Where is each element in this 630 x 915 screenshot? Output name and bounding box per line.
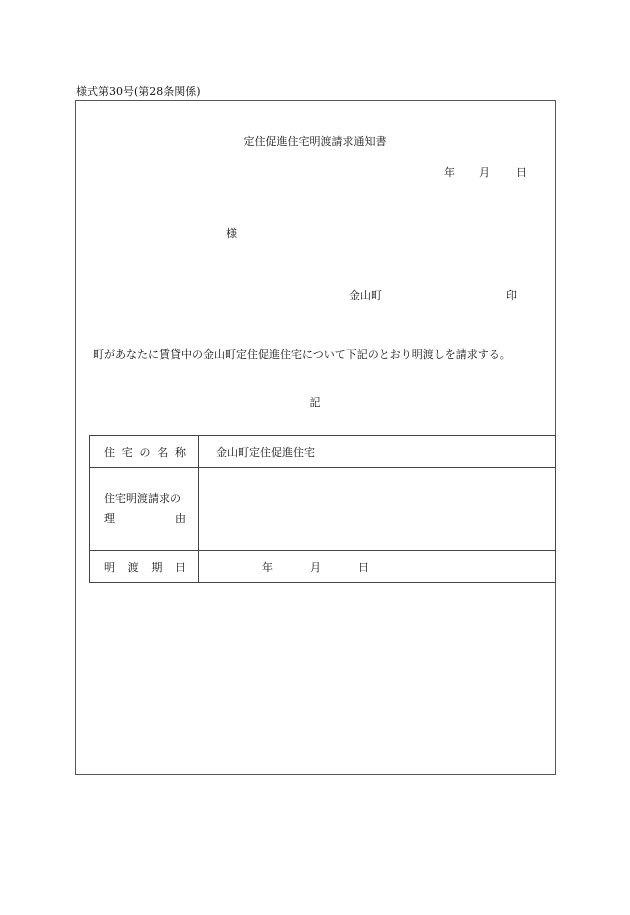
house-name-value: 金山町定住促進住宅 [216,445,315,459]
document-title: 定住促進住宅明渡請求通知書 [243,135,387,148]
label-char: 渡 [127,560,139,574]
label-char: 期 [151,560,163,574]
label-char: 明 [104,560,115,574]
table-row-vacate-date [90,551,556,583]
vacate-month-label: 月 [310,560,321,574]
date-year-label: 年 [444,166,455,179]
date-day-label: 日 [516,166,527,179]
house-name-value-cell [199,436,556,468]
vacate-day-label: 日 [358,560,369,574]
notice-body-text: 町があなたに賃貸中の金山町定住促進住宅について下記のとおり明渡しを請求する。 [93,348,511,361]
table-row-house-name [90,436,556,468]
reason-value [199,503,216,516]
house-name-label-cell [90,436,199,468]
table-row-reason [90,468,556,551]
reason-label-cell [90,468,199,551]
ki-heading: 記 [309,396,321,409]
reason-label-line1: 住宅明渡請求の [104,492,181,505]
label-char: の [139,445,151,459]
label-char: 理 [104,512,115,525]
detail-table [89,435,556,583]
label-char: 名 [157,445,169,459]
label-char: 由 [175,512,186,525]
reason-value-cell [199,468,556,551]
seal-mark: 印 [506,289,517,302]
date-month-label: 月 [479,166,490,179]
issuer-name: 金山町 [349,289,382,302]
label-char: 称 [175,445,186,459]
vacate-year-label: 年 [262,560,273,574]
label-char: 宅 [121,445,133,459]
label-char: 住 [104,445,115,459]
form-number-label: 様式第30号(第28条関係) [76,85,201,98]
addressee-suffix: 様 [226,227,237,240]
label-char: 日 [174,560,186,574]
vacate-date-value-cell [199,551,556,583]
vacate-date-label-cell [90,551,199,583]
